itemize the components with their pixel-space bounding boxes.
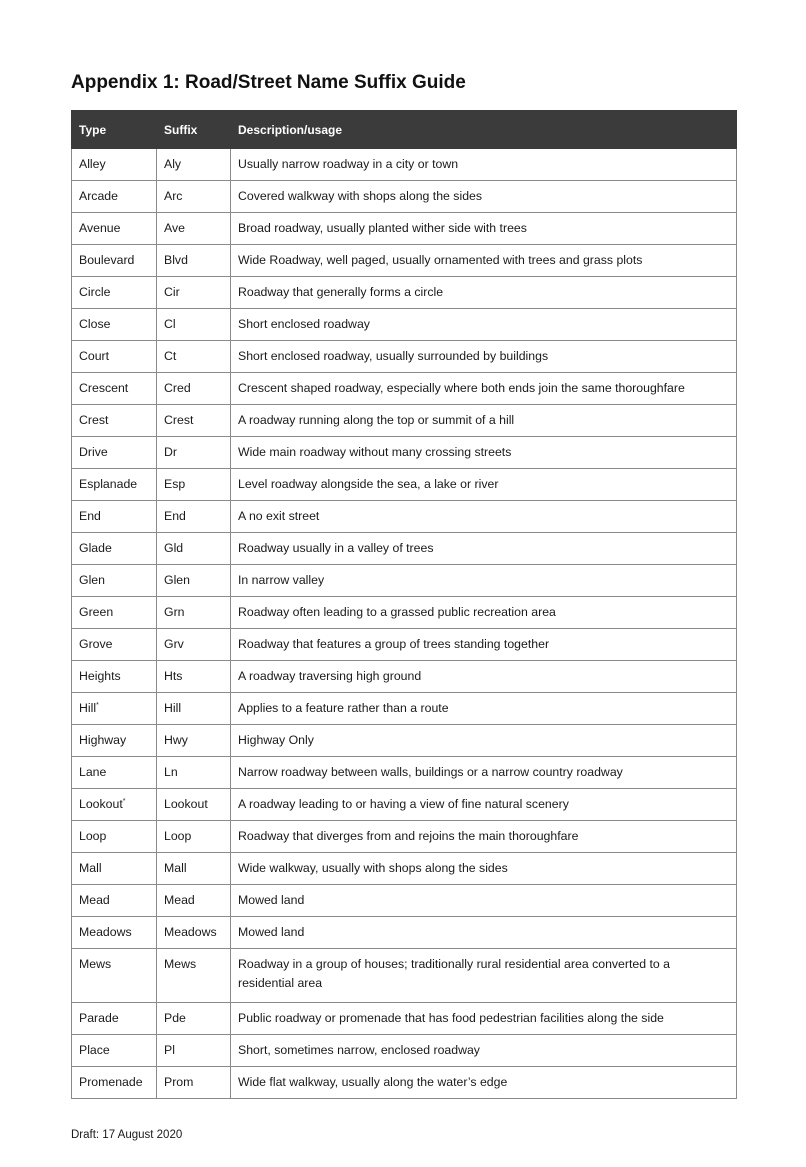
cell-description: Applies to a feature rather than a route [231, 693, 737, 725]
table-row [72, 149, 737, 181]
cell-type [72, 501, 157, 533]
cell-suffix: End [157, 501, 231, 533]
table-row [72, 373, 737, 405]
cell-type [72, 405, 157, 437]
table-row [72, 245, 737, 277]
cell-type [72, 469, 157, 501]
type-label: Mall [79, 860, 102, 875]
type-label: End [79, 508, 101, 523]
table-row [72, 1067, 737, 1099]
cell-type [72, 1067, 157, 1099]
type-label: Meadows [79, 924, 132, 939]
cell-description: Highway Only [231, 725, 737, 757]
cell-description: Short, sometimes narrow, enclosed roadway [231, 1035, 737, 1067]
cell-type [72, 757, 157, 789]
type-label: Grove [79, 636, 113, 651]
table-row [72, 1035, 737, 1067]
type-label: Close [79, 316, 111, 331]
cell-suffix: Cir [157, 277, 231, 309]
cell-description: Usually narrow roadway in a city or town [231, 149, 737, 181]
cell-description: Roadway that generally forms a circle [231, 277, 737, 309]
table-header-row [72, 111, 737, 149]
cell-suffix: Dr [157, 437, 231, 469]
cell-suffix: Crest [157, 405, 231, 437]
table-row [72, 501, 737, 533]
cell-type [72, 885, 157, 917]
type-label: Mews [79, 957, 112, 971]
footnote-mark: * [96, 701, 99, 709]
cell-type [72, 437, 157, 469]
cell-suffix: Meadows [157, 917, 231, 949]
table-row [72, 917, 737, 949]
cell-description: Crescent shaped roadway, especially where both ends join the same thoroughfare [231, 373, 737, 405]
table-row [72, 949, 737, 1003]
cell-suffix: Aly [157, 149, 231, 181]
cell-description: Wide main roadway without many crossing streets [231, 437, 737, 469]
table-row [72, 277, 737, 309]
cell-suffix: Esp [157, 469, 231, 501]
cell-suffix: Mead [157, 885, 231, 917]
cell-suffix: Cred [157, 373, 231, 405]
cell-description: A roadway running along the top or summit of a hill [231, 405, 737, 437]
type-label: Loop [79, 828, 107, 843]
cell-suffix: Ave [157, 213, 231, 245]
cell-suffix: Lookout [157, 789, 231, 821]
suffix-table [71, 110, 737, 1099]
type-label: Boulevard [79, 252, 135, 267]
cell-type [72, 533, 157, 565]
table-row [72, 597, 737, 629]
type-label: Glade [79, 540, 112, 555]
type-label: Promenade [79, 1074, 143, 1089]
cell-type [72, 949, 157, 1003]
type-label: Crest [79, 412, 109, 427]
table-row [72, 661, 737, 693]
table-body [72, 149, 737, 1099]
table-row [72, 885, 737, 917]
type-label: Green [79, 604, 114, 619]
cell-description: Mowed land [231, 917, 737, 949]
cell-description: A roadway traversing high ground [231, 661, 737, 693]
cell-type [72, 917, 157, 949]
type-label: Avenue [79, 220, 121, 235]
cell-suffix: Grn [157, 597, 231, 629]
cell-description: Level roadway alongside the sea, a lake or river [231, 469, 737, 501]
table-row [72, 469, 737, 501]
table-row [72, 341, 737, 373]
table-row [72, 405, 737, 437]
type-label: Alley [79, 156, 106, 171]
type-label: Mead [79, 892, 110, 907]
table-row [72, 789, 737, 821]
cell-suffix: Loop [157, 821, 231, 853]
cell-description: Narrow roadway between walls, buildings or a narrow country roadway [231, 757, 737, 789]
table-row [72, 757, 737, 789]
cell-description: Wide walkway, usually with shops along the sides [231, 853, 737, 885]
type-label: Crescent [79, 380, 129, 395]
type-label: Glen [79, 572, 105, 587]
cell-description: Public roadway or promenade that has food pedestrian facilities along the side [231, 1003, 737, 1035]
type-label: Lookout [79, 796, 123, 811]
cell-type [72, 853, 157, 885]
cell-description: Wide Roadway, well paged, usually ornamented with trees and grass plots [231, 245, 737, 277]
cell-description: In narrow valley [231, 565, 737, 597]
table-row [72, 213, 737, 245]
type-label: Drive [79, 444, 108, 459]
cell-description: Short enclosed roadway, usually surrounded by buildings [231, 341, 737, 373]
type-label: Arcade [79, 188, 118, 203]
footnote-mark: * [122, 797, 126, 805]
cell-type [72, 309, 157, 341]
cell-description: Roadway usually in a valley of trees [231, 533, 737, 565]
cell-suffix: Blvd [157, 245, 231, 277]
type-label: Esplanade [79, 476, 138, 491]
type-label: Hill [79, 700, 97, 715]
cell-suffix: Ct [157, 341, 231, 373]
cell-type [72, 213, 157, 245]
cell-type [72, 693, 157, 725]
cell-description: Wide flat walkway, usually along the water’s edge [231, 1067, 737, 1099]
table-row [72, 181, 737, 213]
cell-description: Covered walkway with shops along the sides [231, 181, 737, 213]
cell-type [72, 821, 157, 853]
cell-description: Roadway often leading to a grassed public recreation area [231, 597, 737, 629]
cell-description: Broad roadway, usually planted wither side with trees [231, 213, 737, 245]
header-type: Type [72, 111, 157, 149]
cell-suffix: Mews [157, 949, 231, 1003]
cell-suffix: Pde [157, 1003, 231, 1035]
table-row [72, 533, 737, 565]
cell-type [72, 597, 157, 629]
table-row [72, 1003, 737, 1035]
cell-description: Roadway in a group of houses; traditionally rural residential area converted to a residential area [231, 949, 737, 1003]
cell-description: A no exit street [231, 501, 737, 533]
table-row [72, 725, 737, 757]
cell-suffix: Prom [157, 1067, 231, 1099]
header-description: Description/usage [231, 111, 737, 149]
cell-type [72, 181, 157, 213]
cell-suffix: Pl [157, 1035, 231, 1067]
header-suffix: Suffix [157, 111, 231, 149]
cell-type [72, 149, 157, 181]
cell-suffix: Glen [157, 565, 231, 597]
cell-type [72, 725, 157, 757]
cell-description: Roadway that diverges from and rejoins the main thoroughfare [231, 821, 737, 853]
cell-type [72, 341, 157, 373]
cell-type [72, 245, 157, 277]
cell-type [72, 661, 157, 693]
cell-suffix: Ln [157, 757, 231, 789]
cell-type [72, 373, 157, 405]
table-row [72, 821, 737, 853]
cell-type [72, 629, 157, 661]
cell-suffix: Hill [157, 693, 231, 725]
cell-type [72, 1035, 157, 1067]
cell-description: Mowed land [231, 885, 737, 917]
type-label: Heights [79, 668, 121, 683]
cell-suffix: Gld [157, 533, 231, 565]
type-label: Circle [79, 284, 111, 299]
type-label: Place [79, 1042, 110, 1057]
table-row [72, 565, 737, 597]
cell-description: Roadway that features a group of trees standing together [231, 629, 737, 661]
cell-suffix: Cl [157, 309, 231, 341]
table-row [72, 309, 737, 341]
cell-description: A roadway leading to or having a view of fine natural scenery [231, 789, 737, 821]
footer-draft-date: Draft: 17 August 2020 [71, 1129, 183, 1141]
type-label: Highway [79, 732, 127, 747]
table-row [72, 629, 737, 661]
cell-description: Short enclosed roadway [231, 309, 737, 341]
type-label: Parade [79, 1010, 119, 1025]
cell-suffix: Arc [157, 181, 231, 213]
cell-suffix: Hts [157, 661, 231, 693]
type-label: Lane [79, 764, 107, 779]
cell-suffix: Mall [157, 853, 231, 885]
cell-type [72, 277, 157, 309]
table-row [72, 693, 737, 725]
page-title: Appendix 1: Road/Street Name Suffix Guide [71, 72, 466, 93]
table-row [72, 437, 737, 469]
type-label: Court [79, 348, 110, 363]
cell-type [72, 1003, 157, 1035]
cell-type [72, 565, 157, 597]
cell-suffix: Hwy [157, 725, 231, 757]
cell-type [72, 789, 157, 821]
table-row [72, 853, 737, 885]
cell-suffix: Grv [157, 629, 231, 661]
